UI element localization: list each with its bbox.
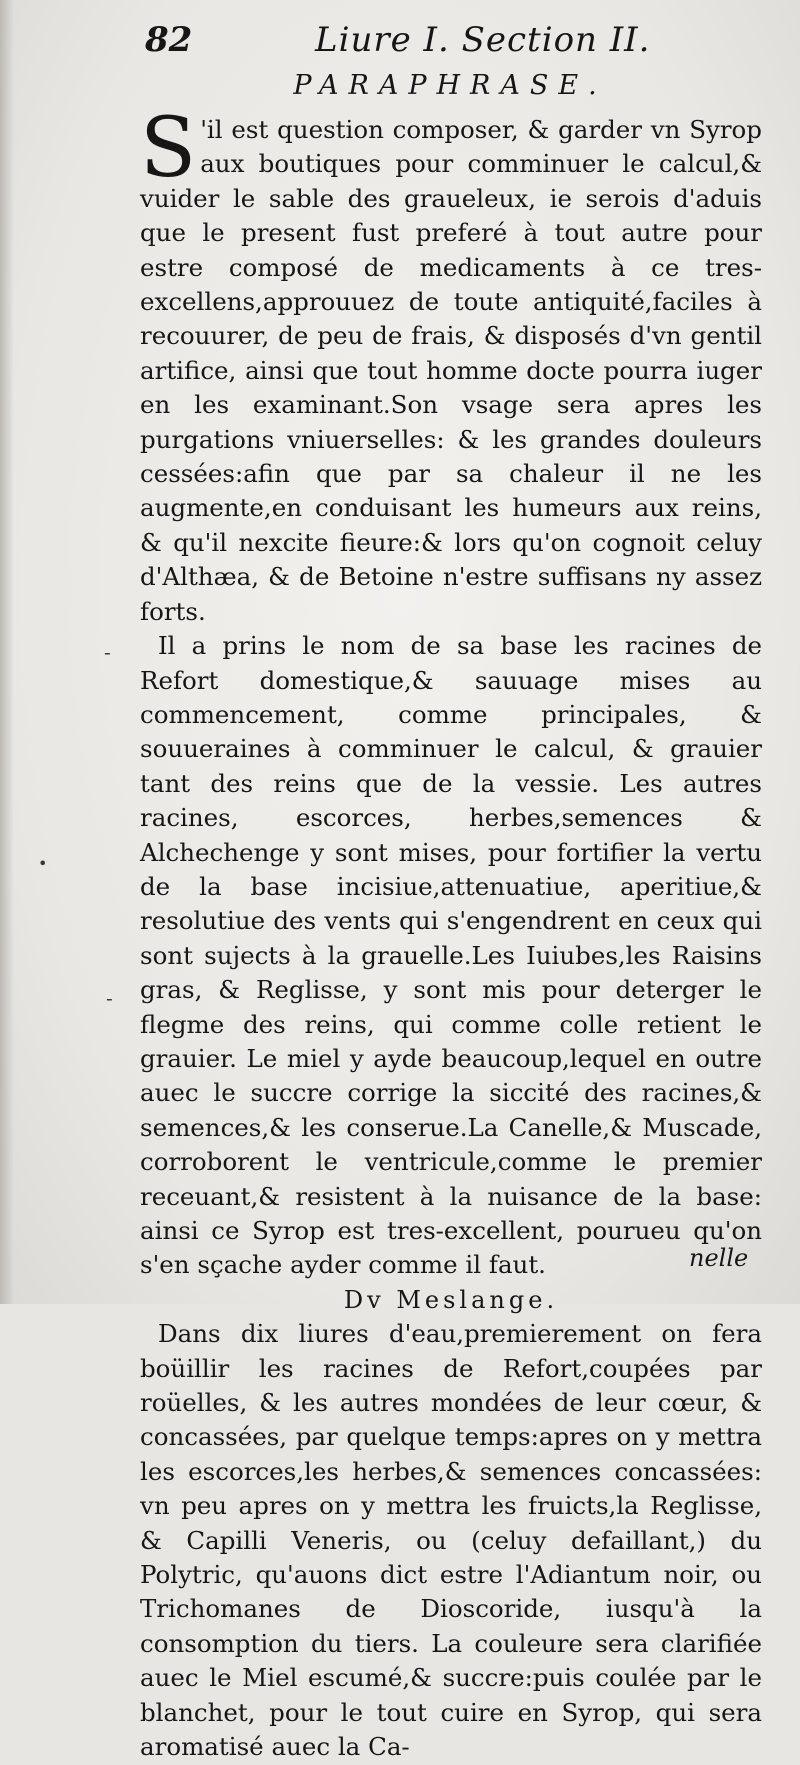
body-text	[140, 101, 762, 1765]
paragraph-1	[140, 101, 762, 629]
paragraph-2: Il a prins le nom de sa base les racines de Refort domestique,& sauuage mises au commencement, comme principales, & souueraines à comminuer le calcul, & grauier tant des reins que de la vessie. Les autres racines, escorces, herbes,semences & Alchechenge y sont mises, pour fortifier la vertu de la base incisiue,attenuatiue, aperitiue,& resolutiue des vents qui s'engendrent en ceux qui sont sujects à la grauelle.Les Iuiubes,les Raisins gras, & Reglisse, y sont mis pour deterger le flegme des reins, qui comme colle retient le grauier. Le miel y ayde beaucoup,lequel en outre auec le succre corrige la siccité des racines,& semences,& les conserue.La Canelle,& Muscade, corroborent le ventricule,comme le premier receuant,& resistent à la nuisance de la base: ainsi ce Syrop est tres-excellent, pourueu qu'on s'en sçache ayder comme il faut.	[140, 631, 762, 1280]
subheading-meslange: Dv Meslange.	[343, 1285, 559, 1314]
margin-dot-mark: •	[38, 854, 48, 873]
drop-cap: S	[140, 101, 197, 196]
running-head	[145, 14, 745, 68]
margin-dash-mark: -	[106, 986, 113, 1010]
running-title: Liure I. Section II.	[315, 20, 651, 60]
page-gutter-shadow	[0, 0, 14, 1304]
paragraph-3: Dans dix liures d'eau,premierement on fera boüillir les racines de Refort,coupées par roüelles, & les autres mondées de leur cœur, & concassées, par quelque temps:apres on y mettra les escorces,les herbes,& semences concassées: vn peu apres on y mettra les fruicts,la Reglisse, & Capilli Veneris, ou (celuy defaillant,) du Polytric, qu'auons dict estre l'Adiantum noir, ou Trichomanes de Dioscoride, iusqu'à la consomption du tiers. La couleure sera clarifiée auec le Miel escumé,& succre:puis coulée par le blanchet, pour le tout cuire en Syrop, qui sera aromatisé auec la Ca-	[140, 1319, 762, 1762]
page-number: 82	[145, 20, 193, 60]
margin-dash-mark: -	[104, 640, 111, 664]
section-heading: PARAPHRASE.	[293, 70, 607, 101]
paragraph-1-text: 'il est question composer, & garder vn Syrop aux boutiques pour comminuer le calcul,& vuider le sable des graueleux, ie serois d'aduis que le present fust preferé à tout autre pour estre composé de medicaments à ce tres-excellens,approuuez de toute antiquité,faciles à recouurer, de peu de frais, & disposés d'vn gentil artifice, ainsi que tout homme docte pourra iuger en les examinant.Son vsage sera apres les purgations vniuerselles: & les grandes douleurs cessées:afin que par sa chaleur il ne les augmente,en conduisant les humeurs aux reins, & qu'il nexcite fieure:& lors qu'on cognoit celuy d'Althæa, & de Betoine n'estre suffisans ny assez forts.	[140, 115, 762, 626]
catchword: nelle	[689, 1244, 749, 1272]
